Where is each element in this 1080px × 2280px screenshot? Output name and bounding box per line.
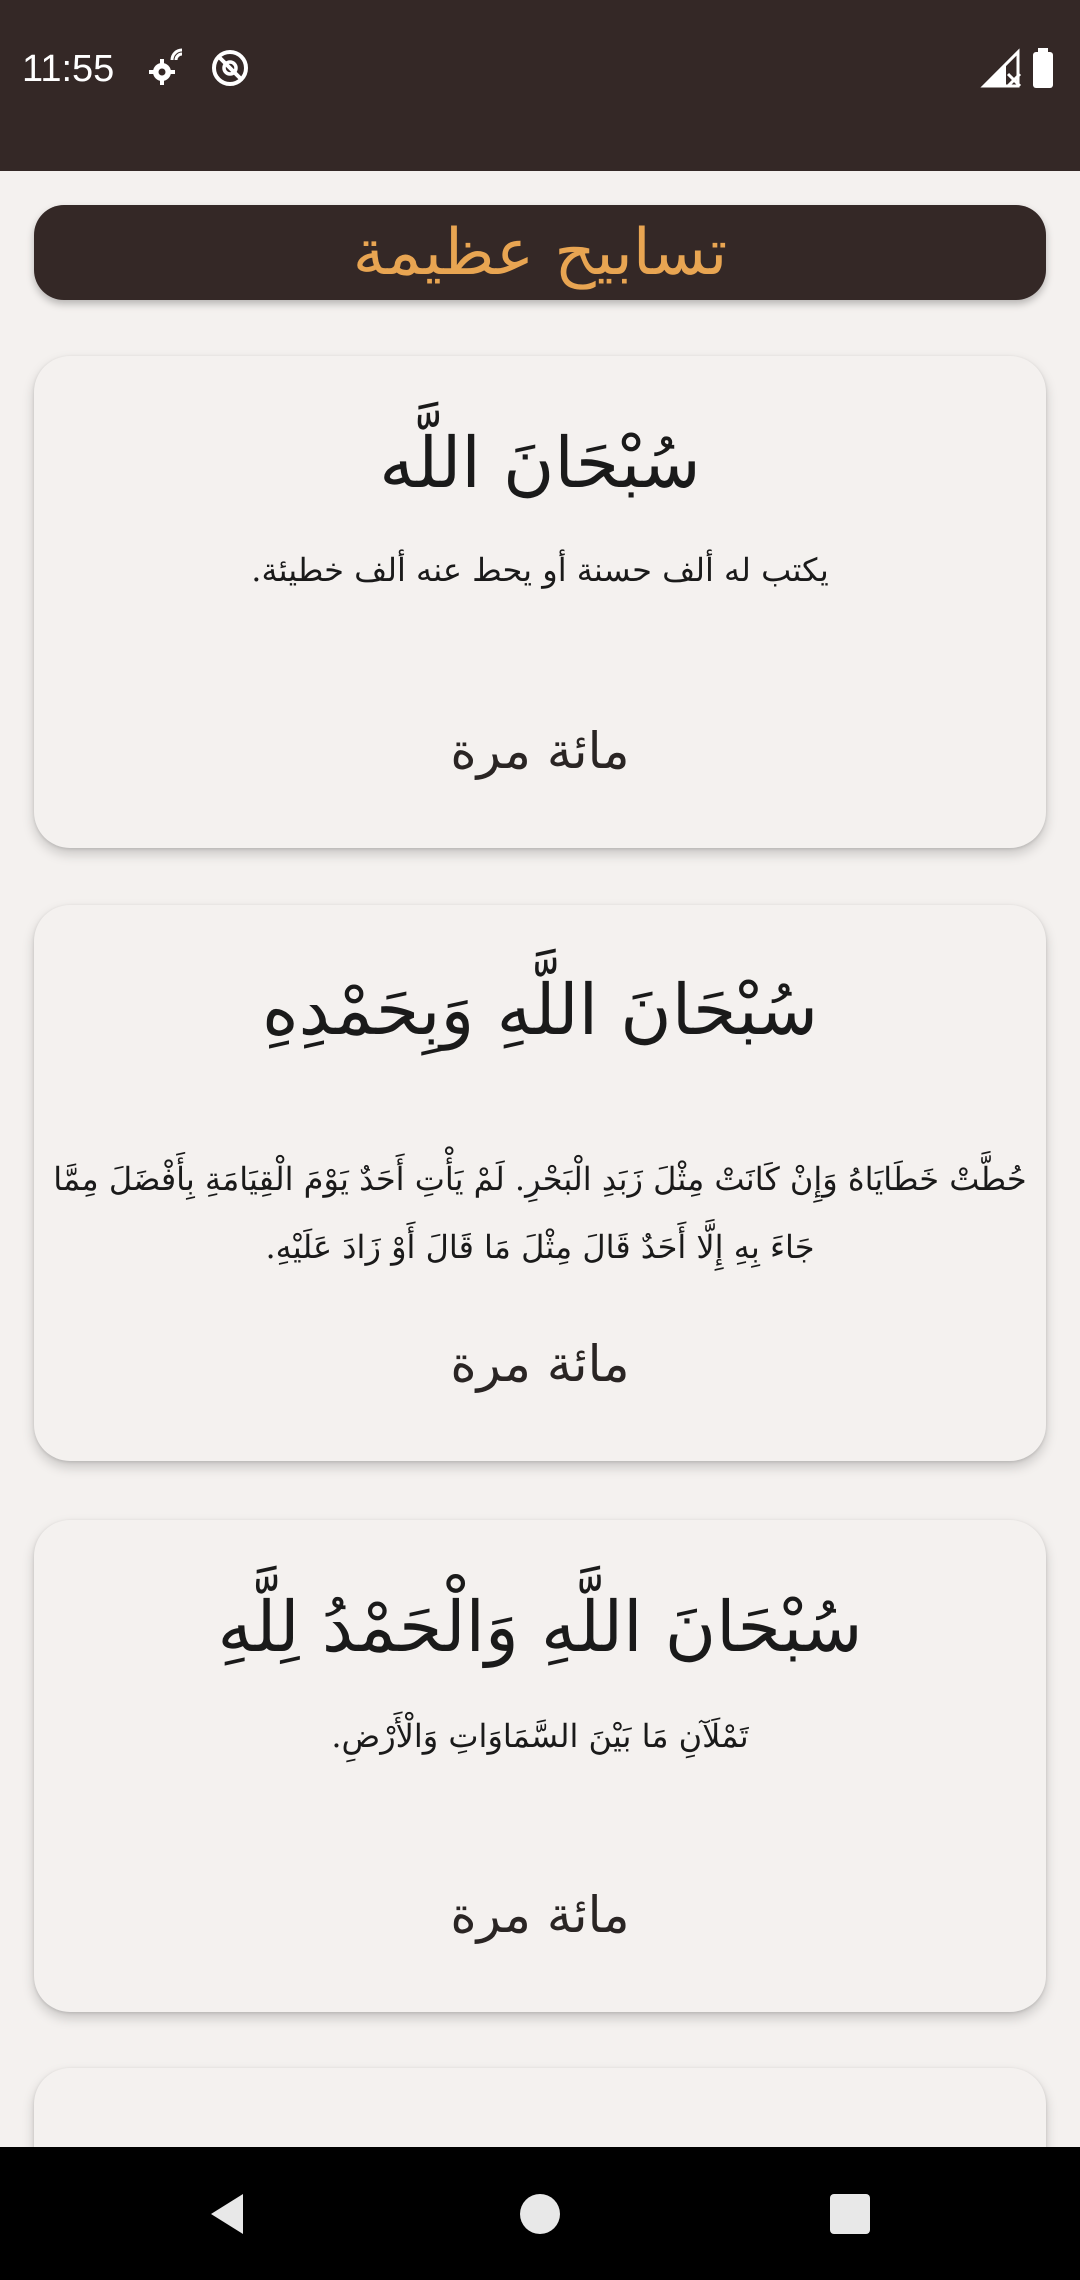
dhikr-virtue: يكتب له ألف حسنة أو يحط عنه ألف خطيئة.	[251, 551, 829, 589]
dhikr-virtue: تَمْلَآنِ مَا بَيْنَ السَّمَاوَاتِ وَالْأَرْضِ.	[331, 1717, 749, 1755]
no-location-icon	[208, 46, 252, 90]
dhikr-card[interactable]	[34, 356, 1046, 848]
gear-wifi-icon	[146, 46, 190, 90]
header-banner	[34, 205, 1046, 300]
status-bar	[0, 0, 1080, 171]
dhikr-text: سُبْحَانَ اللَّه	[379, 422, 701, 504]
dhikr-card[interactable]	[34, 905, 1046, 1461]
dhikr-count: مائة مرة	[450, 722, 630, 780]
content-scroll-area[interactable]	[0, 171, 1080, 2147]
dhikr-virtue: حُطَّتْ خَطَايَاهُ وَإِنْ كَانَتْ مِثْلَ زَبَدِ الْبَحْرِ. لَمْ يَأْتِ أَحَدٌ يَوْمَ الْقِيَامَةِ بِأَفْضَلَ مِمَّا جَاءَ بِهِ إِلَّا أَحَدٌ قَالَ مِثْلَ مَا قَالَ أَوْ زَادَ عَلَيْهِ.	[53, 1160, 1027, 1266]
back-icon[interactable]	[190, 2177, 264, 2251]
navigation-bar	[0, 2147, 1080, 2280]
dhikr-card[interactable]	[34, 2068, 1046, 2147]
signal-off-icon	[980, 46, 1024, 90]
dhikr-count: مائة مرة	[450, 1335, 630, 1393]
status-time: 11:55	[22, 48, 115, 90]
dhikr-card[interactable]	[34, 1520, 1046, 2012]
home-icon[interactable]	[503, 2177, 577, 2251]
recents-icon[interactable]	[813, 2177, 887, 2251]
dhikr-text: سُبْحَانَ اللَّهِ وَبِحَمْدِهِ	[261, 969, 819, 1051]
dhikr-text: سُبْحَانَ اللَّهِ وَالْحَمْدُ لِلَّهِ	[217, 1586, 863, 1668]
battery-icon	[1030, 46, 1060, 90]
dhikr-count: مائة مرة	[450, 1886, 630, 1944]
page-title: تسابيح عظيمة	[352, 215, 728, 290]
